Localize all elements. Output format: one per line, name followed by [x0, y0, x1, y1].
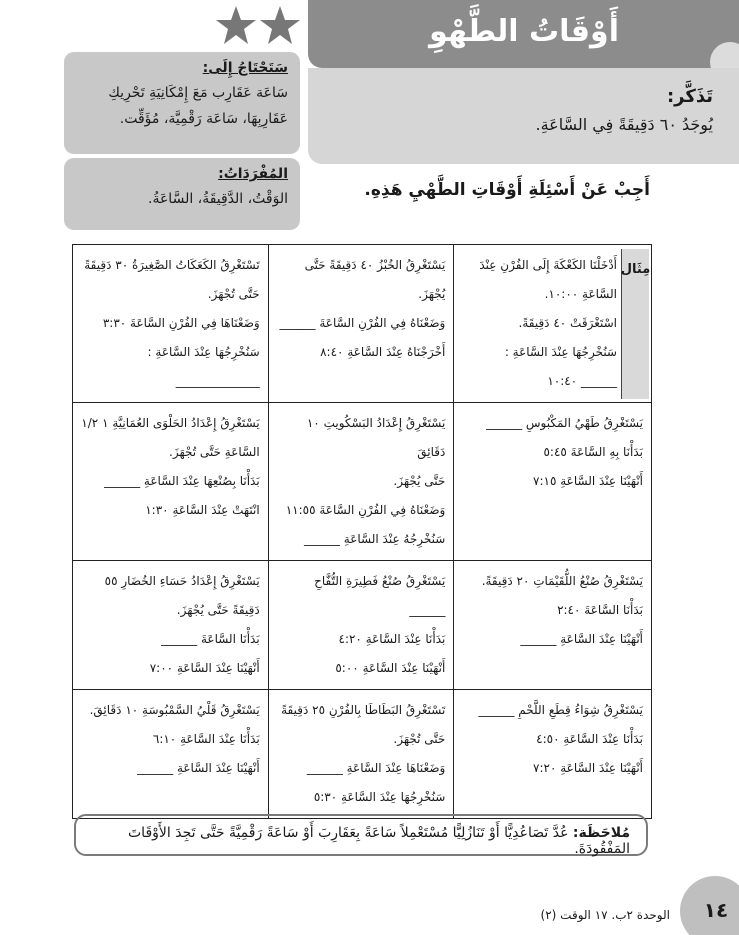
grid-row — [73, 245, 652, 403]
problem-cell — [454, 561, 652, 690]
star-icon — [260, 6, 300, 44]
problem-line: حَتَّى تُجْهَزَ. — [393, 732, 446, 746]
problem-line: بَدَأْنَا بِهِ السَّاعَةَ ٥:٤٥ — [543, 445, 643, 459]
title-banner — [308, 0, 739, 68]
materials-heading: سَتَحْتَاجُ إِلَى: — [202, 60, 288, 76]
problem-line: أَدْخَلْنَا الكَعْكَةَ إِلَى الفُرْنِ عِنْدَ — [479, 258, 617, 272]
problem-line: بَدَأْنَا عِنْدَ السَّاعَةِ ٦:١٠ — [152, 732, 260, 746]
problem-line: يَسْتَغْرِقُ صُنْعُ فَطِيرَةِ التُّفَّاحِ ______ — [314, 574, 446, 617]
problem-line: سَنُخْرِجُهُ عِنْدَ السَّاعَةِ ______ — [303, 532, 446, 546]
problem-line: يَسْتَغْرِقُ صُنْعُ اللُّقَيْمَاتِ ٢٠ دَقِيقَةً. — [481, 574, 643, 588]
problem-line: أَنْهَيْنَا عِنْدَ السَّاعَةِ ______ — [520, 632, 643, 646]
problem-cell — [268, 561, 454, 690]
materials-text: سَاعَة عَقَارِب مَعَ إِمْكَانِيَةِ تَحْرِيكِ عَقَارِبِهَا، سَاعَة رَقْمِيَّة، مُؤَقِّت. — [108, 85, 288, 127]
unit-footer: الوحدة ٢ب. ١٧ الوقت (٢) — [540, 908, 670, 922]
note-box — [74, 814, 648, 856]
problem-line: يَسْتَغْرِقُ الخُبْزُ ٤٠ دَقِيقَةً حَتَّى يُجْهَزَ. — [304, 258, 446, 301]
problem-line: بَدَأْنَا السَّاعَةَ ______ — [161, 632, 260, 646]
example-tag: مِثَال — [621, 249, 649, 399]
problem-line: بَدَأْنَا عِنْدَ السَّاعَةِ ٤:٥٠ — [536, 732, 643, 746]
remember-box — [308, 68, 739, 164]
problem-cell — [268, 245, 454, 403]
problem-line: يَسْتَغْرِقُ إِعْدَادُ حَسَاءِ الخُضَارِ ٥٥ — [104, 574, 260, 588]
problem-line: بَدَأْنَا السَّاعَةَ ٢:٤٠ — [557, 603, 643, 617]
instruction-text: أَجِبْ عَنْ أَسْئِلَةِ أَوْقَاتِ الطَّهْيِ هَذِهِ. — [364, 180, 650, 200]
problem-line: سَنُخْرِجُهَا عِنْدَ السَّاعَةِ ٥:٣٠ — [313, 790, 446, 804]
problem-line: سَنُخْرِجُهَا عِنْدَ السَّاعَةِ : — [147, 345, 260, 359]
problem-cell — [73, 561, 269, 690]
problem-line: وَضَعْنَاهَا عِنْدَ السَّاعَةِ ______ — [306, 761, 446, 775]
problem-line: تَسْتَغْرِقُ البَطَاطَا بِالفُرْنِ ٢٥ دَقِيقَةً — [281, 703, 446, 717]
page-number: ١٤ — [703, 898, 729, 922]
problem-cell — [268, 403, 454, 561]
problem-cell — [73, 403, 269, 561]
problem-line: يَسْتَغْرِقُ قَلْيُ السَّمْبُوسَةِ ١٠ دَقَائِقَ. — [89, 703, 260, 717]
grid-row — [73, 561, 652, 690]
problem-line: وَضَعْنَاهُ فِي الفُرْنِ السَّاعَةَ ١١:٥٥ — [285, 503, 446, 517]
problem-line: وَضَعْنَاهَا فِي الفُرْنِ السَّاعَةَ ٣:٣٠ — [102, 316, 260, 330]
remember-heading: تَذَكَّر: — [666, 86, 713, 107]
grid-row — [73, 690, 652, 819]
problem-cell — [268, 690, 454, 819]
problem-line: أَنْهَيْنَا عِنْدَ السَّاعَةِ ٥:٠٠ — [335, 661, 446, 675]
problem-line: حَتَّى يُجْهَزَ. — [393, 474, 446, 488]
note-label: مُلاحَظَة: — [572, 825, 630, 841]
problem-line: أَخْرَجْنَاهُ عِنْدَ السَّاعَةِ ٨:٤٠ — [320, 345, 446, 359]
problem-line: اسْتَغْرَقَتْ ٤٠ دَقِيقَةً. — [518, 316, 617, 330]
problem-line: ______________ — [175, 374, 260, 388]
problem-line: يَسْتَغْرِقُ شِوَاءُ قِطَعِ اللَّحْمِ ______ — [478, 703, 643, 717]
problem-line: انْتَهَتْ عِنْدَ السَّاعَةِ ١:٣٠ — [145, 503, 260, 517]
problem-line: بَدَأْنَا بِصُنْعِهَا عِنْدَ السَّاعَةِ ______ — [104, 474, 260, 488]
problem-line: أَنْهَيْنَا عِنْدَ السَّاعَةِ ٧:٢٠ — [533, 761, 643, 775]
problem-line: السَّاعَةِ حَتَّى تُجْهَزَ. — [169, 445, 260, 459]
note-text: عُدَّ تَصَاعُدِيًّا أَوْ تَنَازُلِيًّا مُسْتَعْمِلاً سَاعَةً بِعَقَارِبَ أَوْ سَاعَةً رَقْمِيَّةً حَتَّى تَجِدَ الأَوْقَاتَ المَفْقُودَةَ. — [128, 825, 630, 857]
problem-line: أَنْهَيْنَا عِنْدَ السَّاعَةِ ٧:١٥ — [533, 474, 643, 488]
problem-line: يَسْتَغْرِقُ طَهْيُ المَكْبُوسِ ______ — [486, 416, 643, 430]
cooking-times-grid — [72, 244, 652, 819]
problem-cell — [454, 403, 652, 561]
problem-line: ______ ١٠:٤٠ — [547, 374, 617, 388]
star-icon — [216, 6, 256, 44]
difficulty-stars-icon — [214, 4, 304, 48]
problem-line: أَنْهَيْنَا عِنْدَ السَّاعَةِ ٧:٠٠ — [149, 661, 260, 675]
problem-cell — [73, 690, 269, 819]
problem-line: يَسْتَغْرِقُ إِعْدَادُ البَسْكُويتِ ١٠ دَقَائِقَ — [306, 416, 446, 459]
problem-line: أَنْهَيْنَا عِنْدَ السَّاعَةِ ______ — [137, 761, 260, 775]
vocabulary-heading: المُفْرَدَاتُ: — [218, 166, 288, 182]
vocabulary-text: الوَقْتُ، الدَّقِيقَةُ، السَّاعَةُ. — [148, 191, 288, 207]
remember-text: يُوجَدُ ٦٠ دَقِيقَةً فِي السَّاعَةِ. — [535, 115, 713, 134]
vocabulary-box — [64, 158, 300, 230]
materials-box — [64, 52, 300, 154]
problem-line: السَّاعَةِ ١٠:٠٠. — [544, 287, 617, 301]
problem-cell — [454, 690, 652, 819]
problem-line: يَسْتَغْرِقُ إِعْدَادُ الحَلْوَى العُمَانِيَّةِ ١ ١/٢ — [81, 416, 260, 430]
problem-line: دَقِيقَةً حَتَّى يُجْهَزَ. — [176, 603, 260, 617]
page-title: أَوْقَاتُ الطَّهْوِ — [429, 14, 619, 49]
problem-line: بَدَأْنَا عِنْدَ السَّاعَةِ ٤:٢٠ — [338, 632, 446, 646]
grid-row — [73, 403, 652, 561]
problem-line: حَتَّى تُجْهَزَ. — [207, 287, 260, 301]
problem-cell — [73, 245, 269, 403]
problem-cell — [454, 245, 652, 403]
problem-line: تَسْتَغْرِقُ الكَعَكَاتُ الصَّغِيرَةُ ٣٠ دَقِيقَةً — [84, 258, 260, 272]
problem-line: وَضَعْنَاهُ فِي الفُرْنِ السَّاعَةَ ______ — [279, 316, 446, 330]
problem-line: سَنُخْرِجُهَا عِنْدَ السَّاعَةِ : — [504, 345, 617, 359]
